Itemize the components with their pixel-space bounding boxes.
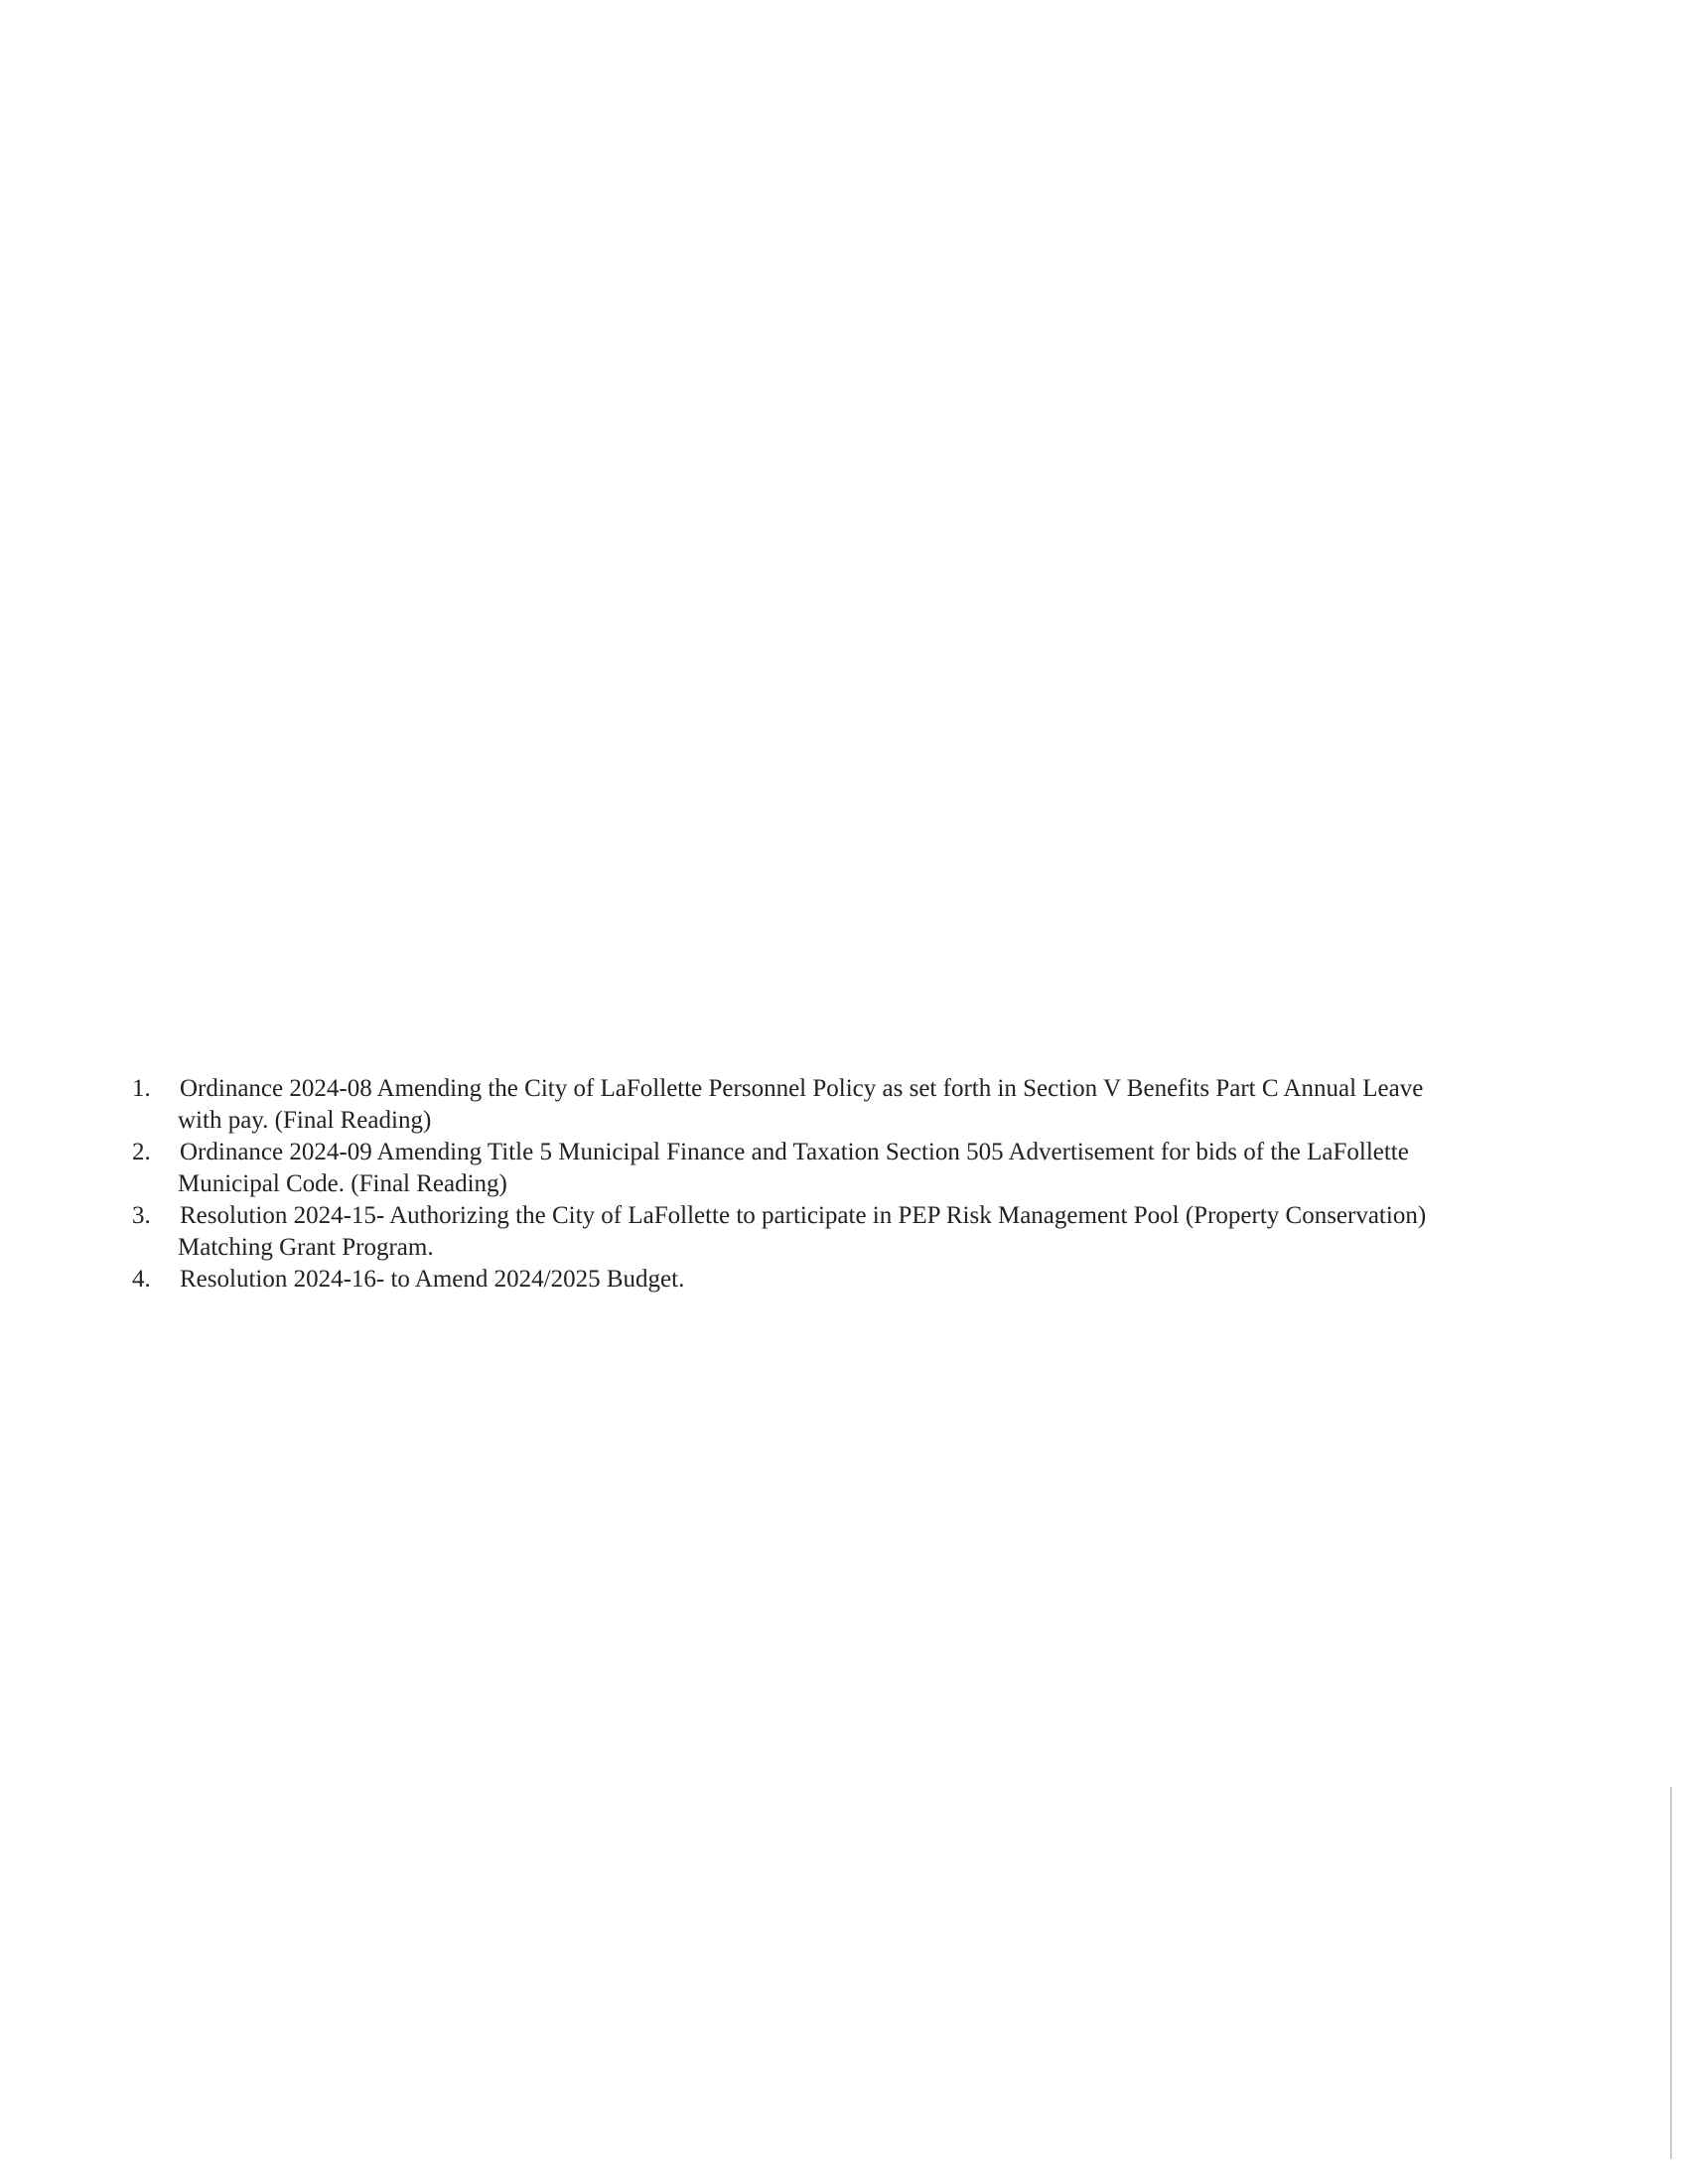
item-text-cont: Municipal Code. (Final Reading) <box>178 1170 507 1197</box>
item-text: Ordinance 2024-08 Amending the City of LaFollette Personnel Policy as set forth in Section V Benefits Part C Annual Leave <box>180 1075 1424 1102</box>
item-text: Resolution 2024-15- Authorizing the City of LaFollette to participate in PEP Risk Management Pool (Property Conservation) <box>180 1202 1427 1229</box>
scan-artifact-line <box>1670 1787 1672 2159</box>
item-number: 2. <box>132 1139 151 1165</box>
item-text: Ordinance 2024-09 Amending Title 5 Municipal Finance and Taxation Section 505 Advertisement for bids of the LaFollette <box>180 1139 1409 1165</box>
item-number: 4. <box>132 1266 151 1293</box>
item-number: 1. <box>132 1075 151 1102</box>
item-text-cont: with pay. (Final Reading) <box>178 1107 432 1134</box>
item-number: 3. <box>132 1202 151 1229</box>
item-text: Resolution 2024-16- to Amend 2024/2025 Budget. <box>180 1266 685 1293</box>
item-text-cont: Matching Grant Program. <box>178 1234 434 1261</box>
